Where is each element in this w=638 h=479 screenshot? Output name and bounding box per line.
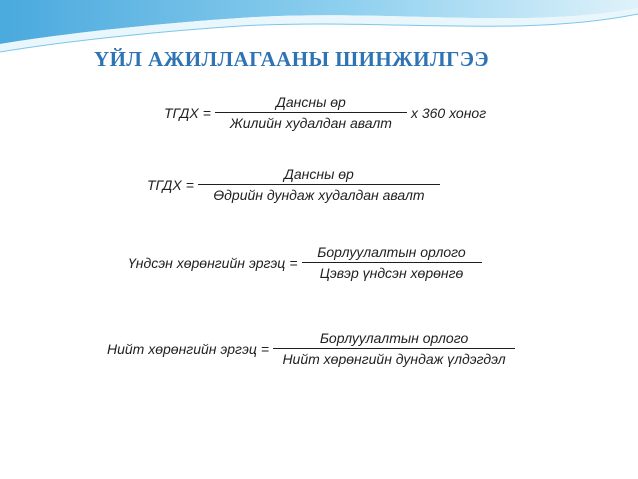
formula-lhs: ТГДХ [164,104,199,121]
formula-tgdh-daily [147,166,440,203]
equals-sign: = [260,340,270,357]
numerator: Дансны өр [284,166,354,182]
equals-sign: = [202,104,211,121]
denominator: Жилийн худалдан авалт [215,112,407,131]
fraction [215,94,407,131]
numerator: Борлуулалтын орлого [317,244,466,260]
formula-tgdh-annual [164,94,486,131]
denominator: Цэвэр үндсэн хөрөнгө [302,262,482,281]
numerator: Дансны өр [276,94,346,110]
formula-lhs: Нийт хөрөнгийн эргэц [107,340,257,357]
fraction [273,330,515,367]
numerator: Борлуулалтын орлого [319,330,469,346]
formula-lhs: Үндсэн хөрөнгийн эргэц [128,254,286,271]
multiplier: х 360 хоног [410,104,487,121]
formula-total-asset-turnover [107,330,515,367]
formula-lhs: ТГДХ [147,176,182,193]
equals-sign: = [185,176,194,193]
fraction [198,166,440,203]
fraction [302,244,482,281]
formula-fixed-asset-turnover [128,244,482,281]
denominator: Нийт хөрөнгийн дундаж үлдэгдэл [273,348,515,367]
denominator: Өдрийн дундаж худалдан авалт [198,184,440,203]
equals-sign: = [289,254,298,271]
slide-title: ҮЙЛ АЖИЛЛАГААНЫ ШИНЖИЛГЭЭ [94,47,490,71]
